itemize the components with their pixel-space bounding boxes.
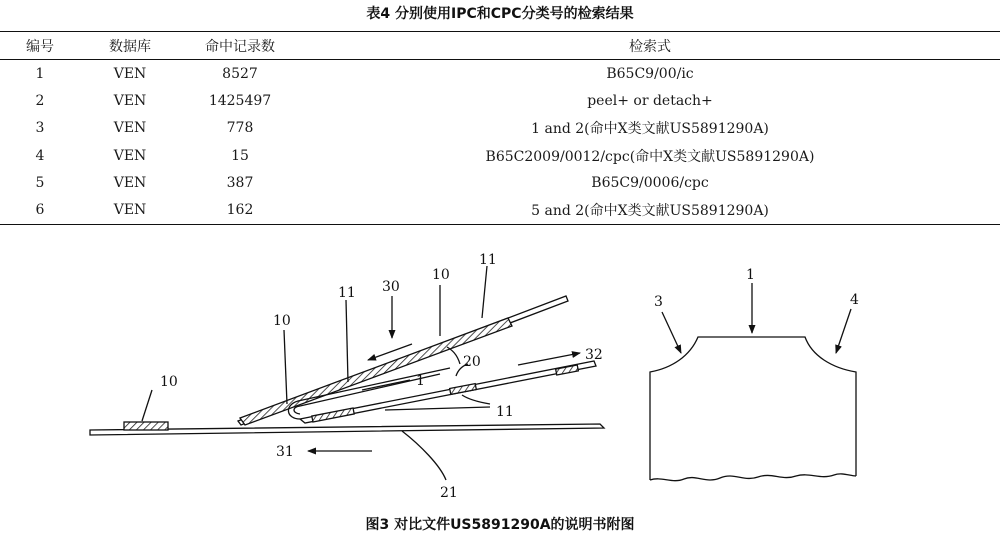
cell-hit-count: 8527: [222, 65, 258, 82]
leader-11-bottom-b: [385, 407, 490, 410]
cell-search-query: B65C9/0006/cpc: [591, 174, 709, 191]
ref-label: 10: [432, 267, 450, 283]
ref-label: 32: [585, 347, 603, 363]
arrow-3: [662, 312, 681, 353]
ref-label: 1: [746, 267, 755, 283]
lower-label-b: [450, 384, 477, 395]
leader-10-mid: [284, 330, 287, 404]
ref-label: 11: [496, 404, 514, 420]
leader-10-left: [142, 390, 152, 421]
label-outline: [650, 337, 856, 480]
leader-11-bottom: [462, 395, 490, 404]
ref-label: 10: [273, 313, 291, 329]
cell-hit-count: 162: [180, 196, 300, 224]
cell-number: 2: [35, 92, 45, 109]
label-on-base: [124, 422, 168, 430]
cell-search-query: B65C9/00/ic: [606, 65, 694, 82]
ref-label: 20: [463, 354, 481, 370]
header-database: 数据库: [80, 32, 180, 60]
leader-11-top-left: [346, 300, 348, 382]
right-drawing-labels: [654, 267, 859, 310]
cell-number: 1: [35, 65, 45, 82]
cell-search-query: 1 and 2(命中X类文献US5891290A): [531, 121, 769, 138]
ref-label: 10: [160, 374, 178, 390]
arrow-32: [518, 353, 580, 365]
header-hit-count: 命中记录数: [180, 32, 300, 60]
label-torn-edge: [650, 474, 856, 481]
ref-label: 31: [276, 444, 294, 460]
ref-label: 30: [382, 279, 400, 295]
table-caption: 表4 分别使用IPC和CPC分类号的检索结果: [366, 6, 634, 22]
header-number: 编号: [0, 32, 80, 60]
right-drawing: [650, 283, 856, 481]
cell-database: VEN: [113, 147, 147, 164]
cell-database: VEN: [80, 196, 180, 224]
cell-database: VEN: [113, 92, 147, 109]
cell-hit-count: 778: [226, 120, 254, 137]
leader-21: [402, 431, 446, 480]
lower-label-c: [556, 365, 579, 375]
cell-number: 4: [35, 147, 45, 164]
cell-search-query: B65C2009/0012/cpc(命中X类文献US5891290A): [485, 148, 815, 165]
cell-hit-count: 1425497: [208, 92, 272, 109]
cell-database: VEN: [113, 120, 147, 137]
leader-11-top-right: [482, 266, 487, 318]
cell-hit-count: 387: [226, 174, 254, 191]
figure-caption: 图3 对比文件US5891290A的说明书附图: [365, 517, 635, 533]
ref-label: 21: [440, 485, 458, 501]
lower-label-a: [312, 408, 354, 422]
cell-number: 3: [35, 120, 45, 137]
cell-database: VEN: [113, 174, 147, 191]
cell-number: 5: [35, 174, 45, 191]
cell-database: VEN: [113, 65, 147, 82]
arrow-4: [836, 309, 851, 353]
ref-label: 1: [416, 373, 425, 389]
ref-label: 11: [479, 252, 497, 268]
ref-label: 11: [338, 285, 356, 301]
header-search-query: 检索式: [300, 32, 1000, 60]
cell-search-query: peel+ or detach+: [587, 92, 713, 109]
cell-hit-count: 15: [231, 147, 249, 164]
cell-number: 6: [0, 196, 80, 224]
ref-label: 4: [850, 292, 859, 308]
ref-label: 3: [654, 294, 663, 310]
cell-search-query: 5 and 2(命中X类文献US5891290A): [300, 196, 1000, 224]
